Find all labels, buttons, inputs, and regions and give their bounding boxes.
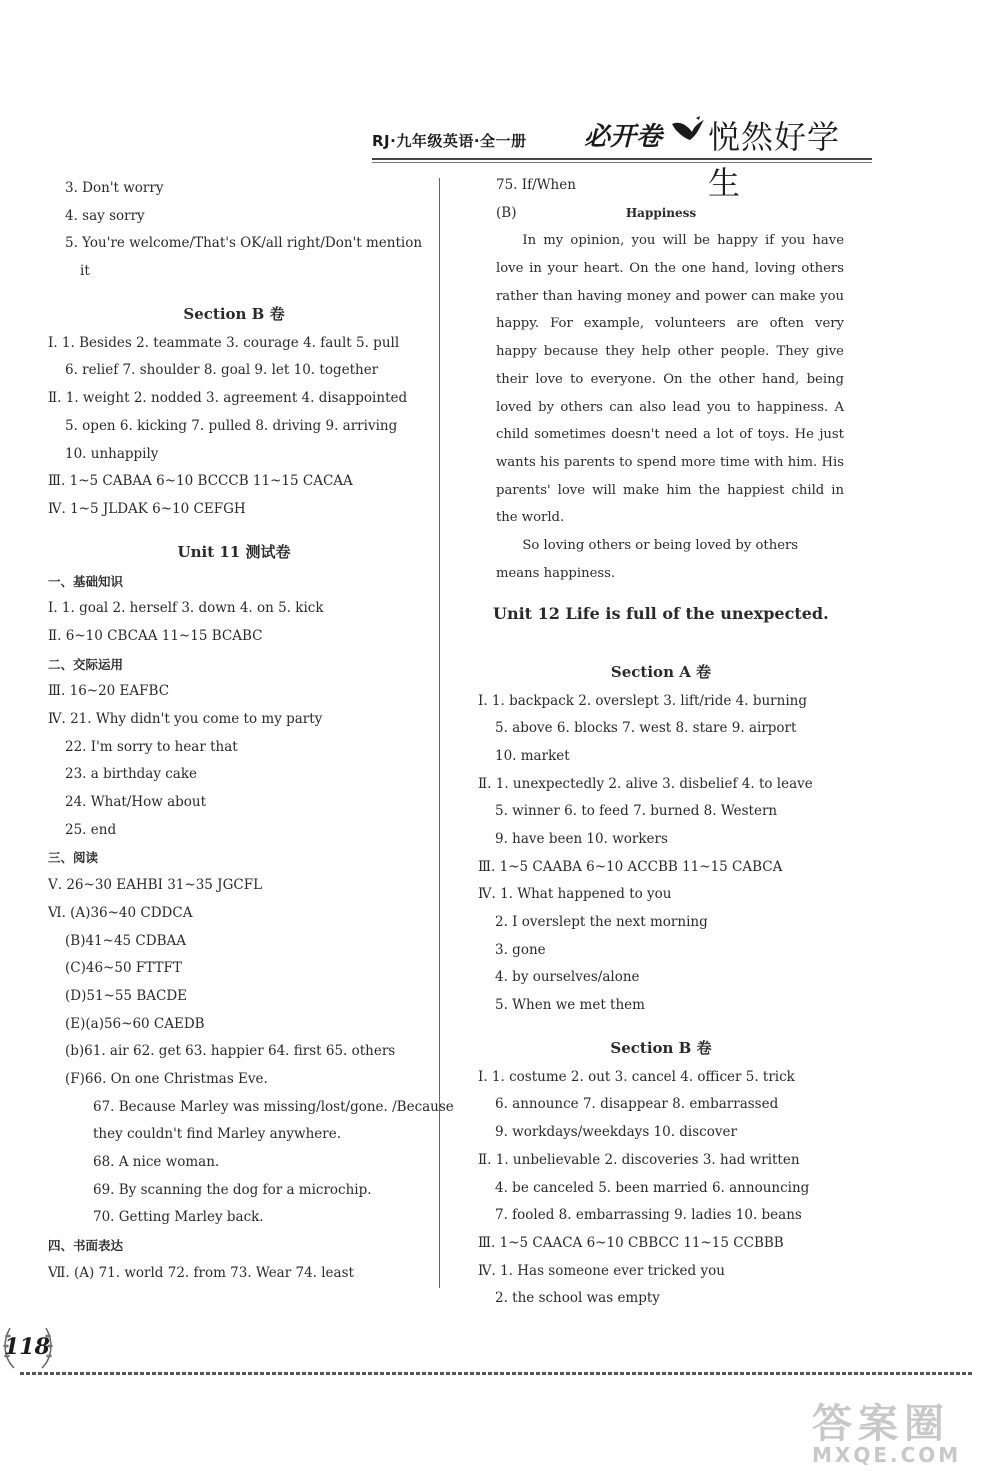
answer-line: they couldn't find Marley anywhere. xyxy=(93,1126,342,1143)
answer-line: Ⅴ. 26~30 EAHBI 31~35 JGCFL xyxy=(48,877,263,894)
answer-line: Ⅳ. 21. Why didn't you come to my party xyxy=(48,711,323,727)
answer-line: 6. announce 7. disappear 8. embarrassed xyxy=(495,1096,779,1113)
answer-line: Ⅱ. 1. unexpectedly 2. alive 3. disbelief 4. to leave xyxy=(478,775,813,792)
answer-line: 5. open 6. kicking 7. pulled 8. driving 9. arriving xyxy=(65,417,398,434)
section-b-heading: Section B 卷 xyxy=(183,304,285,323)
answer-line: Ⅲ. 1~5 CAABA 6~10 ACCBB 11~15 CABCA xyxy=(478,858,783,875)
answer-line: Ⅳ. 1. What happened to you xyxy=(478,886,672,903)
answer-line: Ⅲ. 16~20 EAFBC xyxy=(48,683,170,700)
answer-line: Ⅰ. 1. costume 2. out 3. cancel 4. officer 5. trick xyxy=(478,1068,795,1085)
answer-line: (E)(a)56~60 CAEDB xyxy=(65,1015,205,1032)
answer-line: 6. relief 7. shoulder 8. goal 9. let 10. together xyxy=(65,362,379,379)
answer-line: 10. unhappily xyxy=(65,445,159,462)
section-a-heading: Section A 卷 xyxy=(610,662,712,681)
brand-logo: 悦然好学生 xyxy=(708,118,841,202)
answer-line: Ⅲ. 1~5 CABAA 6~10 BCCCB 11~15 CACAA xyxy=(48,473,353,490)
essay-paragraph: In my opinion, you will be happy if you have love in your heart. On the one hand, loving others rather than having money and power can make you happy. For example, volunteers are often very happy because they help other people. They give their love to everyone. On the other hand, being loved by others can also lead you to happiness. A child sometimes doesn't need a lot of toys. He just wants his parents to spend more time with him. His parents' love will make him the happiest child in the world. xyxy=(496,233,844,526)
essay-label: (B) xyxy=(496,204,517,221)
answer-line: (F)66. On one Christmas Eve. xyxy=(65,1070,268,1087)
answer-line: 2. the school was empty xyxy=(495,1290,660,1307)
answer-line: (C)46~50 FTTFT xyxy=(65,960,182,977)
watermark-url: MXQE.COM xyxy=(812,1443,962,1467)
category-heading: 四、书面表达 xyxy=(48,1238,124,1254)
answer-line: 23. a birthday cake xyxy=(65,766,198,783)
answer-line: 22. I'm sorry to hear that xyxy=(65,738,238,755)
book-subtitle: RJ·九年级英语·全一册 xyxy=(372,132,527,150)
answer-line: Ⅱ. 6~10 CBCAA 11~15 BCABC xyxy=(48,627,263,644)
answer-line: Ⅱ. 1. weight 2. nodded 3. agreement 4. disappointed xyxy=(48,390,408,407)
right-column xyxy=(478,172,844,1313)
answer-line: Ⅳ. 1~5 JLDAK 6~10 CEFGH xyxy=(48,500,246,517)
answer-line: 4. be canceled 5. been married 6. announcing xyxy=(495,1179,810,1196)
answer-line: 75. If/When xyxy=(496,177,576,193)
bird-logo-icon xyxy=(670,116,706,146)
answer-line: Ⅲ. 1~5 CAACA 6~10 CBBCC 11~15 CCBBB xyxy=(478,1234,784,1251)
answer-line: (D)51~55 BACDE xyxy=(65,987,187,1004)
answer-line: 24. What/How about xyxy=(65,794,207,811)
page-number: 118 xyxy=(4,1334,50,1360)
answer-line: 69. By scanning the dog for a microchip. xyxy=(93,1181,372,1198)
essay-heading-row xyxy=(478,200,844,228)
answer-line: 68. A nice woman. xyxy=(93,1154,220,1170)
essay-title: Happiness xyxy=(625,205,697,220)
answer-line: 10. market xyxy=(495,747,570,764)
answer-line: Ⅱ. 1. unbelievable 2. discoveries 3. had written xyxy=(478,1151,800,1168)
answer-line: 4. by ourselves/alone xyxy=(495,969,640,986)
answer-line: Ⅶ. (A) 71. world 72. from 73. Wear 74. least xyxy=(48,1264,354,1281)
answer-line: 5. winner 6. to feed 7. burned 8. Western xyxy=(495,803,778,820)
answer-line: it xyxy=(80,263,90,280)
answer-line: 5. When we met them xyxy=(495,997,645,1014)
answer-line: (B)41~45 CDBAA xyxy=(65,932,186,949)
left-column xyxy=(48,175,454,1287)
answer-line: 9. workdays/weekdays 10. discover xyxy=(495,1124,737,1141)
answer-line: 67. Because Marley was missing/lost/gone. /Because xyxy=(93,1098,454,1115)
footer-rule xyxy=(20,1372,972,1375)
answer-line: 3. Don't worry xyxy=(65,180,164,196)
answer-line: 25. end xyxy=(65,821,117,838)
essay-paragraph: So loving others or being loved by others means happiness. xyxy=(496,538,799,581)
answer-line: Ⅰ. 1. goal 2. herself 3. down 4. on 5. kick xyxy=(48,600,324,617)
answer-line: (b)61. air 62. get 63. happier 64. first 65. others xyxy=(65,1043,396,1060)
unit-11-heading: Unit 11 测试卷 xyxy=(177,542,291,561)
watermark xyxy=(812,1392,992,1468)
answer-line: Ⅵ. (A)36~40 CDDCA xyxy=(48,904,193,921)
answer-line: Ⅳ. 1. Has someone ever tricked you xyxy=(478,1262,725,1279)
column-divider xyxy=(439,178,440,1288)
answer-line: 3. gone xyxy=(495,941,546,958)
category-heading: 一、基础知识 xyxy=(48,573,124,589)
answer-line: 9. have been 10. workers xyxy=(495,830,668,847)
header-rule-thin xyxy=(372,162,872,163)
section-b-heading: Section B 卷 xyxy=(610,1038,712,1057)
category-heading: 三、阅读 xyxy=(48,850,99,866)
answer-line: Ⅰ. 1. backpack 2. overslept 3. lift/ride 4. burning xyxy=(478,692,807,709)
answer-line: Ⅰ. 1. Besides 2. teammate 3. courage 4. fault 5. pull xyxy=(48,334,400,351)
answer-line: 5. You're welcome/That's OK/all right/Don't mention xyxy=(65,235,423,252)
answer-line: 7. fooled 8. embarrassing 9. ladies 10. beans xyxy=(495,1207,802,1224)
answer-line: 5. above 6. blocks 7. west 8. stare 9. airport xyxy=(495,720,797,737)
series-name: 必开卷 xyxy=(584,122,663,152)
answer-line: 4. say sorry xyxy=(65,207,145,224)
header-rule xyxy=(372,158,872,160)
answer-line: 70. Getting Marley back. xyxy=(93,1209,264,1226)
unit-12-heading: Unit 12 Life is full of the unexpected. xyxy=(493,603,829,623)
answer-line: 2. I overslept the next morning xyxy=(495,914,708,931)
category-heading: 二、交际运用 xyxy=(48,656,124,672)
watermark-text: 答案圈 xyxy=(812,1401,950,1447)
